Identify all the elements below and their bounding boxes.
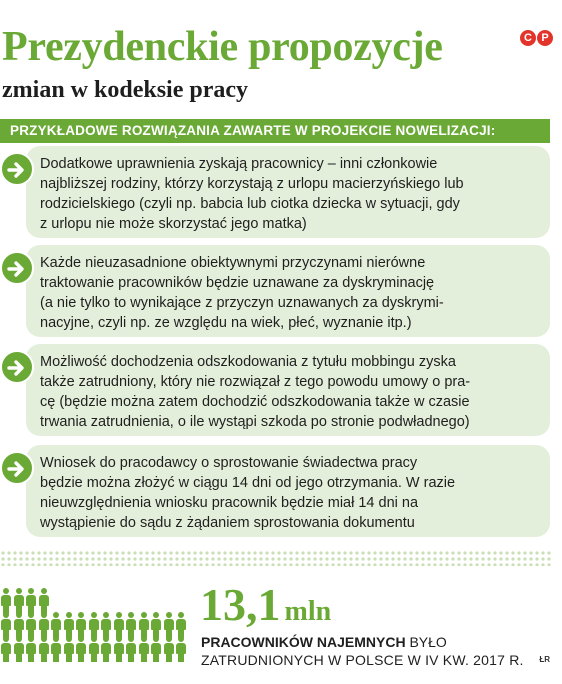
arrow-right-icon [0,251,34,285]
proposal-line: rodzicielskiego (czyli np. babcia lub ciotka dziecka w sytuacji, gdy [40,196,460,212]
person-icon [38,588,49,614]
stat-label-bold: PRACOWNIKÓW NAJEMNYCH [201,634,406,650]
proposal-text [40,253,538,333]
dotted-divider [0,550,552,566]
arrow-right-icon [0,350,34,384]
proposal-line: będzie można złożyć w ciągu 14 dni od jego otrzymania. W razie [40,475,456,491]
person-icon [138,612,149,638]
proposal-line: nieuwzględnienia wniosku pracownik będzie miał 14 dni na [40,495,419,511]
person-icon [0,636,11,662]
arrow-right-icon [0,451,34,485]
stat-label [201,634,447,650]
stat-unit: mln [284,596,332,627]
person-icon [38,636,49,662]
person-icon [150,636,161,662]
person-icon [25,588,36,614]
proposal-line: Wniosek do pracodawcy o sprostowanie świadectwa pracy [40,455,418,471]
person-icon [0,612,11,638]
person-icon [125,636,136,662]
person-icon [0,588,11,614]
proposal-line: z urlopu nie może skorzystać jego matka) [40,216,307,232]
stat-label-rest: BYŁO [405,634,447,650]
person-icon [175,636,186,662]
proposal-line: także zatrudniony, który nie rozwiązał z tego powodu umowy o pra- [40,374,471,390]
person-icon [50,612,61,638]
person-icon [63,612,74,638]
people-pictogram [0,584,192,662]
logo-letter: P [537,30,553,46]
proposal-item [26,146,550,238]
arrow-right-icon [0,152,34,186]
publisher-logo [520,30,553,46]
proposal-line: najbliższej rodziny, którzy korzystają z urlopu macierzyńskiego lub [40,176,464,192]
person-icon [25,612,36,638]
person-icon [75,636,86,662]
person-icon [50,636,61,662]
proposal-line: cę (będzie można zatem dochodzić odszkodowania także w czasie [40,394,470,410]
person-icon [25,636,36,662]
proposal-text [40,352,538,432]
person-icon [88,612,99,638]
author-credit: ŁR [539,655,550,664]
person-icon [113,612,124,638]
proposal-line: wystąpienie do sądu z żądaniem sprostowania dokumentu [40,515,415,531]
person-icon [100,612,111,638]
page-subtitle: zmian w kodeksie pracy [2,77,248,103]
proposal-line: traktowanie pracowników będzie uznawane za dyskryminację [40,275,435,291]
person-icon [150,612,161,638]
person-icon [125,612,136,638]
proposal-line: trwania zatrudnienia, o ile wystąpi szkoda po stronie podwładnego) [40,414,470,430]
proposal-line: Dodatkowe uprawnienia zyskają pracownicy – inni członkowie [40,156,438,172]
page-title: Prezydenckie propozycje [2,24,443,70]
person-icon [13,636,24,662]
person-icon [13,612,24,638]
person-icon [100,636,111,662]
proposal-line: nacyjne, czyli np. ze względu na wiek, płeć, wyznanie itp.) [40,315,412,331]
proposal-line: Możliwość dochodzenia odszkodowania z tytułu mobbingu zyska [40,354,456,370]
person-icon [13,588,24,614]
proposal-line: (a nie tylko to wynikające z przyczyn uznawanych za dyskrymi- [40,295,444,311]
proposal-item [26,445,550,537]
person-icon [63,636,74,662]
person-icon [75,612,86,638]
logo-letter: C [520,30,536,46]
person-icon [138,636,149,662]
stat-number: 13,1 [200,579,281,630]
stat-label-line2: ZATRUDNIONYCH W POLSCE W IV KW. 2017 R. [201,652,524,668]
section-banner: PRZYKŁADOWE ROZWIĄZANIA ZAWARTE W PROJEKCIE NOWELIZACJI: [0,119,550,143]
person-icon [113,636,124,662]
person-icon [163,612,174,638]
stat-value [200,579,332,630]
person-icon [38,612,49,638]
person-icon [175,612,186,638]
proposal-item [26,344,550,436]
proposal-text [40,154,538,234]
proposal-line: Każde nieuzasadnione obiektywnymi przyczynami nierówne [40,255,426,271]
person-icon [163,636,174,662]
proposal-text [40,453,538,533]
proposal-item [26,245,550,337]
person-icon [88,636,99,662]
